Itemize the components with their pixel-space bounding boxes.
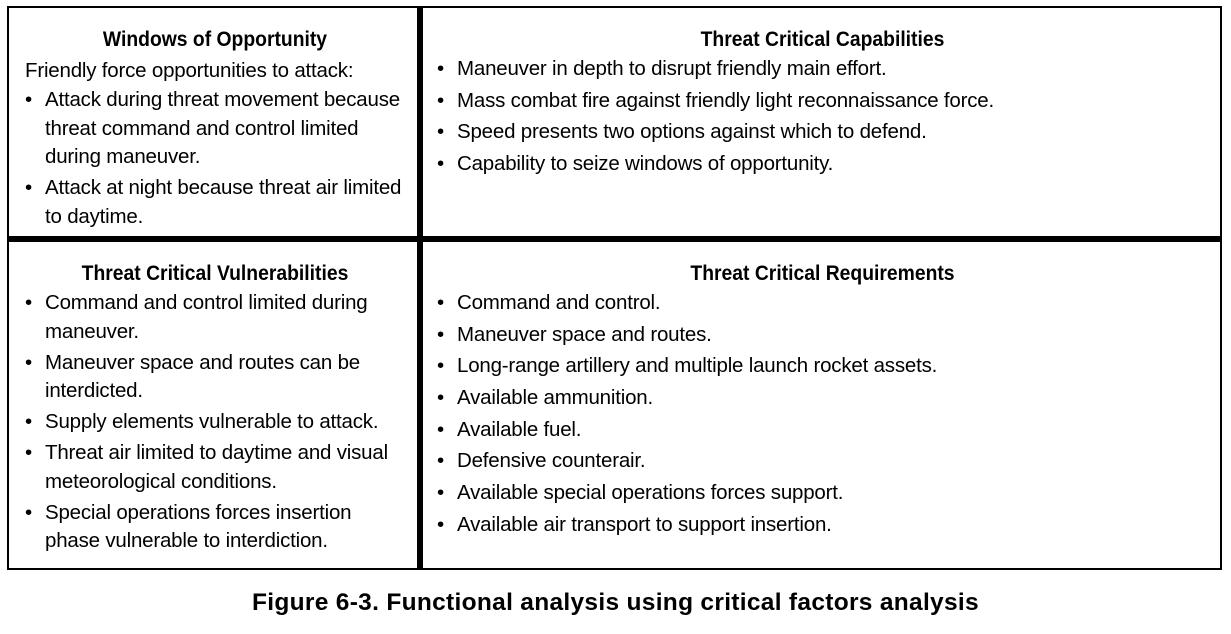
threat-critical-requirements-heading: Threat Critical Requirements <box>690 262 955 285</box>
list-item: • Command and control limited during maneuver. <box>25 289 405 346</box>
list-item: • Available air transport to support insertion. <box>437 511 1208 540</box>
list-item: • Speed presents two options against which to defend. <box>437 118 1208 147</box>
windows-of-opportunity-intro: Friendly force opportunities to attack: <box>25 59 354 82</box>
list-item: • Capability to seize windows of opportunity. <box>437 150 1208 179</box>
figure-caption: Figure 6-3. Functional analysis using critical factors analysis <box>252 589 979 616</box>
list-item: • Available ammunition. <box>437 384 1208 413</box>
critical-factors-table <box>7 6 1222 570</box>
list-item: • Special operations forces insertion phase vulnerable to interdiction. <box>25 499 405 556</box>
list-item: • Maneuver space and routes can be interdicted. <box>25 349 405 406</box>
list-item: • Attack at night because threat air limited to daytime. <box>25 174 405 231</box>
list-item: • Long-range artillery and multiple launch rocket assets. <box>437 352 1208 381</box>
threat-critical-capabilities-cell <box>423 8 1220 242</box>
list-item: • Maneuver in depth to disrupt friendly main effort. <box>437 55 1208 84</box>
threat-critical-requirements-list <box>437 289 1208 539</box>
threat-critical-vulnerabilities-heading: Threat Critical Vulnerabilities <box>81 262 349 285</box>
list-item: • Available fuel. <box>437 416 1208 445</box>
list-item: • Attack during threat movement because threat command and control limited during maneuver. <box>25 86 405 172</box>
list-item: • Mass combat fire against friendly light reconnaissance force. <box>437 87 1208 116</box>
threat-critical-vulnerabilities-cell <box>9 242 423 568</box>
list-item: • Supply elements vulnerable to attack. <box>25 408 405 437</box>
list-item: • Maneuver space and routes. <box>437 321 1208 350</box>
list-item: • Available special operations forces support. <box>437 479 1208 508</box>
threat-critical-capabilities-list <box>437 55 1208 179</box>
list-item: • Command and control. <box>437 289 1208 318</box>
windows-of-opportunity-heading: Windows of Opportunity <box>102 28 328 51</box>
list-item: • Defensive counterair. <box>437 447 1208 476</box>
windows-of-opportunity-cell <box>9 8 423 242</box>
threat-critical-vulnerabilities-list <box>25 289 405 556</box>
list-item: • Threat air limited to daytime and visual meteorological conditions. <box>25 439 405 496</box>
windows-of-opportunity-list <box>25 86 405 231</box>
threat-critical-capabilities-heading: Threat Critical Capabilities <box>700 28 945 51</box>
threat-critical-requirements-cell <box>423 242 1220 568</box>
